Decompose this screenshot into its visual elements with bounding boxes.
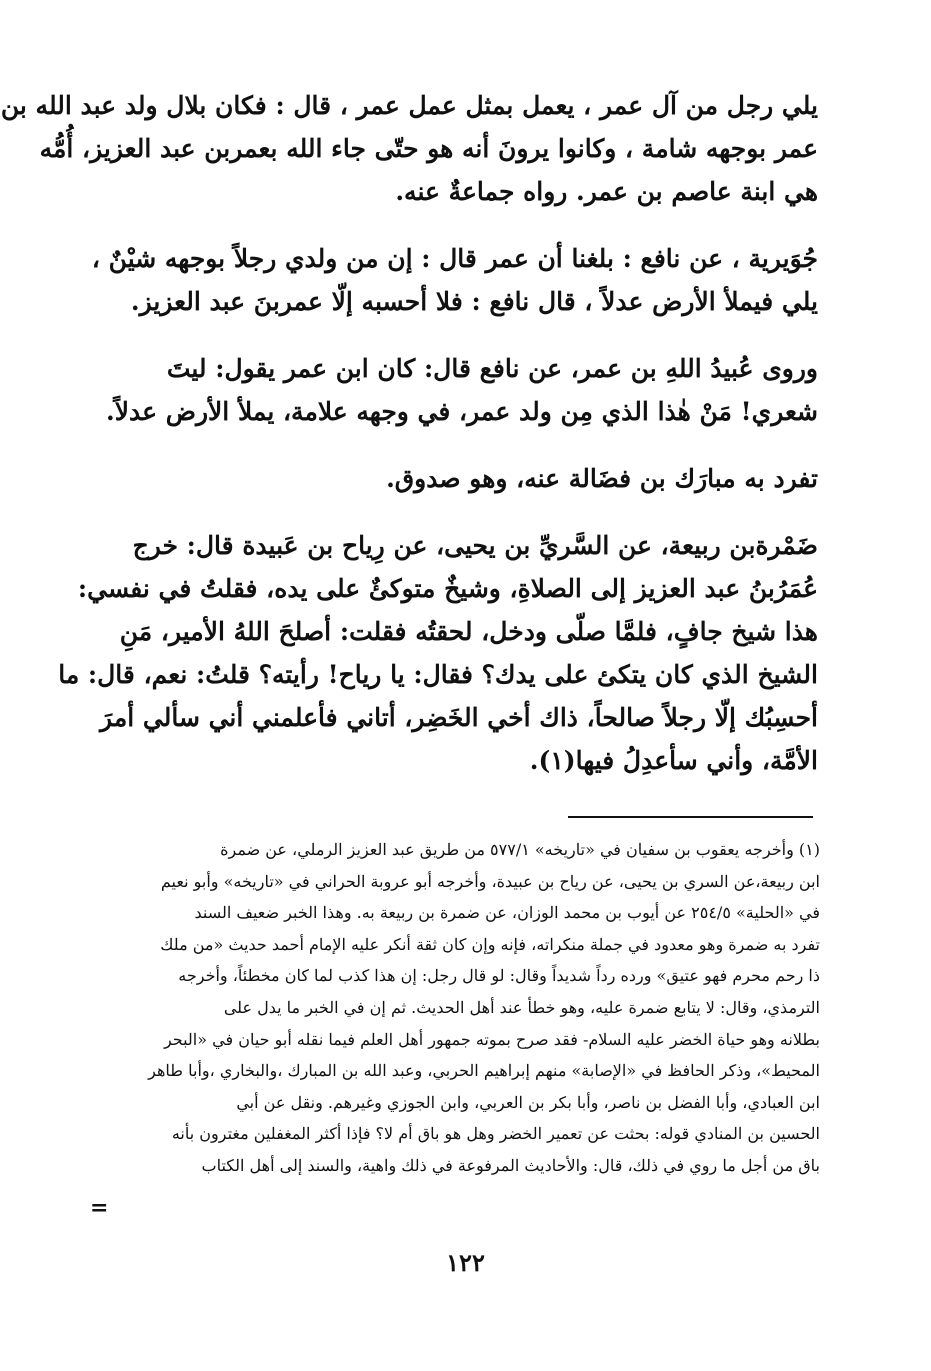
footnote-line: الترمذي، وقال: لا يتابع ضمرة عليه، وهو خطأ عند أهل الحديث. ثم إن في الخبر ما يدل على — [223, 997, 820, 1017]
paragraph-gap — [108, 323, 818, 347]
text-line: جُوَيرية ، عن نافع : بلغنا أن عمر قال : إن من ولدي رجلاً بوجهه شيْنٌ ، — [91, 244, 818, 273]
paragraph — [91, 237, 818, 323]
paragraph-gap — [108, 433, 818, 457]
paragraph — [108, 347, 818, 433]
footnote-separator — [568, 816, 813, 818]
continuation-mark: = — [90, 1195, 109, 1221]
footnotes — [108, 834, 820, 1182]
text-line: يلي فيملأ الأرض عدلاً ، قال نافع : فلا أحسبه إلّا عمربنَ عبد العزيز. — [130, 287, 818, 316]
footnote-line: ابن العبادي، وأبا الفضل بن ناصر، وأبا بكر بن العربي، وابن الجوزي وغيرهم. ونقل عن أبي — [236, 1092, 820, 1112]
text-line: ضَمْرةبن ربيعة، عن السَّريِّ بن يحيى، عن رِياح بن عَبيدة قال: خرج — [132, 531, 818, 560]
text-line: عمر بوجهه شامة ، وكانوا يرونَ أنه هو حتّى جاء الله بعمربن عبد العزيز، أُمُّه — [39, 134, 818, 163]
footnote-line: باق من أجل ما روي في ذلك، قال: والأحاديث المرفوعة في ذلك واهية، والسند إلى أهل الكتاب — [201, 1155, 820, 1175]
text-line: يلي رجل من آل عمر ، يعمل بمثل عمل عمر ، قال : فكان بلال ولد عبد الله بن — [0, 91, 818, 120]
page-number: ١٢٢ — [446, 1248, 485, 1277]
paragraph — [58, 524, 818, 782]
text-line: الشيخ الذي كان يتكئ على يدك؟ فقال: يا رياح! رأيته؟ قلتُ: نعم، قال: ما — [58, 660, 818, 689]
footnote-line: المحيط»، وذكر الحافظ في «الإصابة» منهم إبراهيم الحربي، وعبد الله بن المبارك ،والبخاري ،وأبا طاهر — [148, 1061, 820, 1081]
text-line: أحسِبُك إلّا رجلاً صالحاً، ذاك أخي الخَضِر، أتاني فأعلمني أني سألي أمرَ — [100, 703, 818, 732]
text-line: شعري! مَنْ هٰذا الذي مِن ولد عمر، في وجهه علامة، يملأ الأرض عدلاً. — [106, 397, 818, 426]
text-line: الأمَّة، وأني سأعدِلُ فيها(١). — [529, 746, 818, 775]
footnote-line: الحسين بن المنادي قوله: بحثت عن تعمير الخضر وهل هو باق أم لا؟ فإذا أكثر المغفلين مغترون بأنه — [171, 1124, 820, 1144]
footnote-line: (١) وأخرجه يعقوب بن سفيان في «تاريخه» ٥٧٧/١ من طريق عبد العزيز الرملي، عن ضمرة — [220, 840, 820, 859]
footnote-line: تفرد به ضمرة وهو معدود في جملة منكراته، فإنه وإن كان ثقة أنكر عليه الإمام أحمد حديث «من ملك — [160, 934, 820, 954]
footnote-line: بطلانه وهو حياة الخضر عليه السلام- فقد صرح بموته جمهور أهل العلم فيما نقله أبو حيان في «البحر — [163, 1029, 820, 1049]
paragraph-gap — [108, 500, 818, 524]
paragraph — [0, 84, 818, 213]
text-line: هذا شيخ جافٍ، فلمَّا صلّى ودخل، لحقتُه فقلت: أصلحَ اللهُ الأمير، مَنِ — [119, 617, 818, 646]
text-line: هي ابنة عاصم بن عمر. رواه جماعةٌ عنه. — [395, 177, 818, 206]
text-line: تفرد به مبارَك بن فضَالة عنه، وهو صدوق. — [386, 464, 818, 493]
text-line: وروى عُبيدُ اللهِ بن عمر، عن نافع قال: كان ابن عمر يقول: ليتَ — [166, 354, 818, 383]
main-text — [0, 84, 818, 782]
footnote-line: في «الحلية» ٢٥٤/٥ عن أيوب بن محمد الوزان، عن ضمرة بن ربيعة به. وهذا الخبر ضعيف السند — [194, 903, 820, 923]
footnote-line: ابن ربيعة،عن السري بن يحيى، عن رياح بن عبيدة، وأخرجه أبو عروبة الحراني في «تاريخه» وأبو نعيم — [160, 871, 820, 891]
paragraph — [108, 457, 818, 500]
text-line: عُمَرُبنُ عبد العزيز إلى الصلاةِ، وشيخٌ متوكئٌ على يده، فقلتُ في نفسي: — [77, 574, 818, 603]
footnote-line: ذا رحم محرم فهو عتيق» ورده رداً شديداً وقال: لو قال رجل: إن هذا كذب لما كان مخطئاً، وأخرجه — [178, 966, 820, 986]
paragraph-gap — [108, 213, 818, 237]
